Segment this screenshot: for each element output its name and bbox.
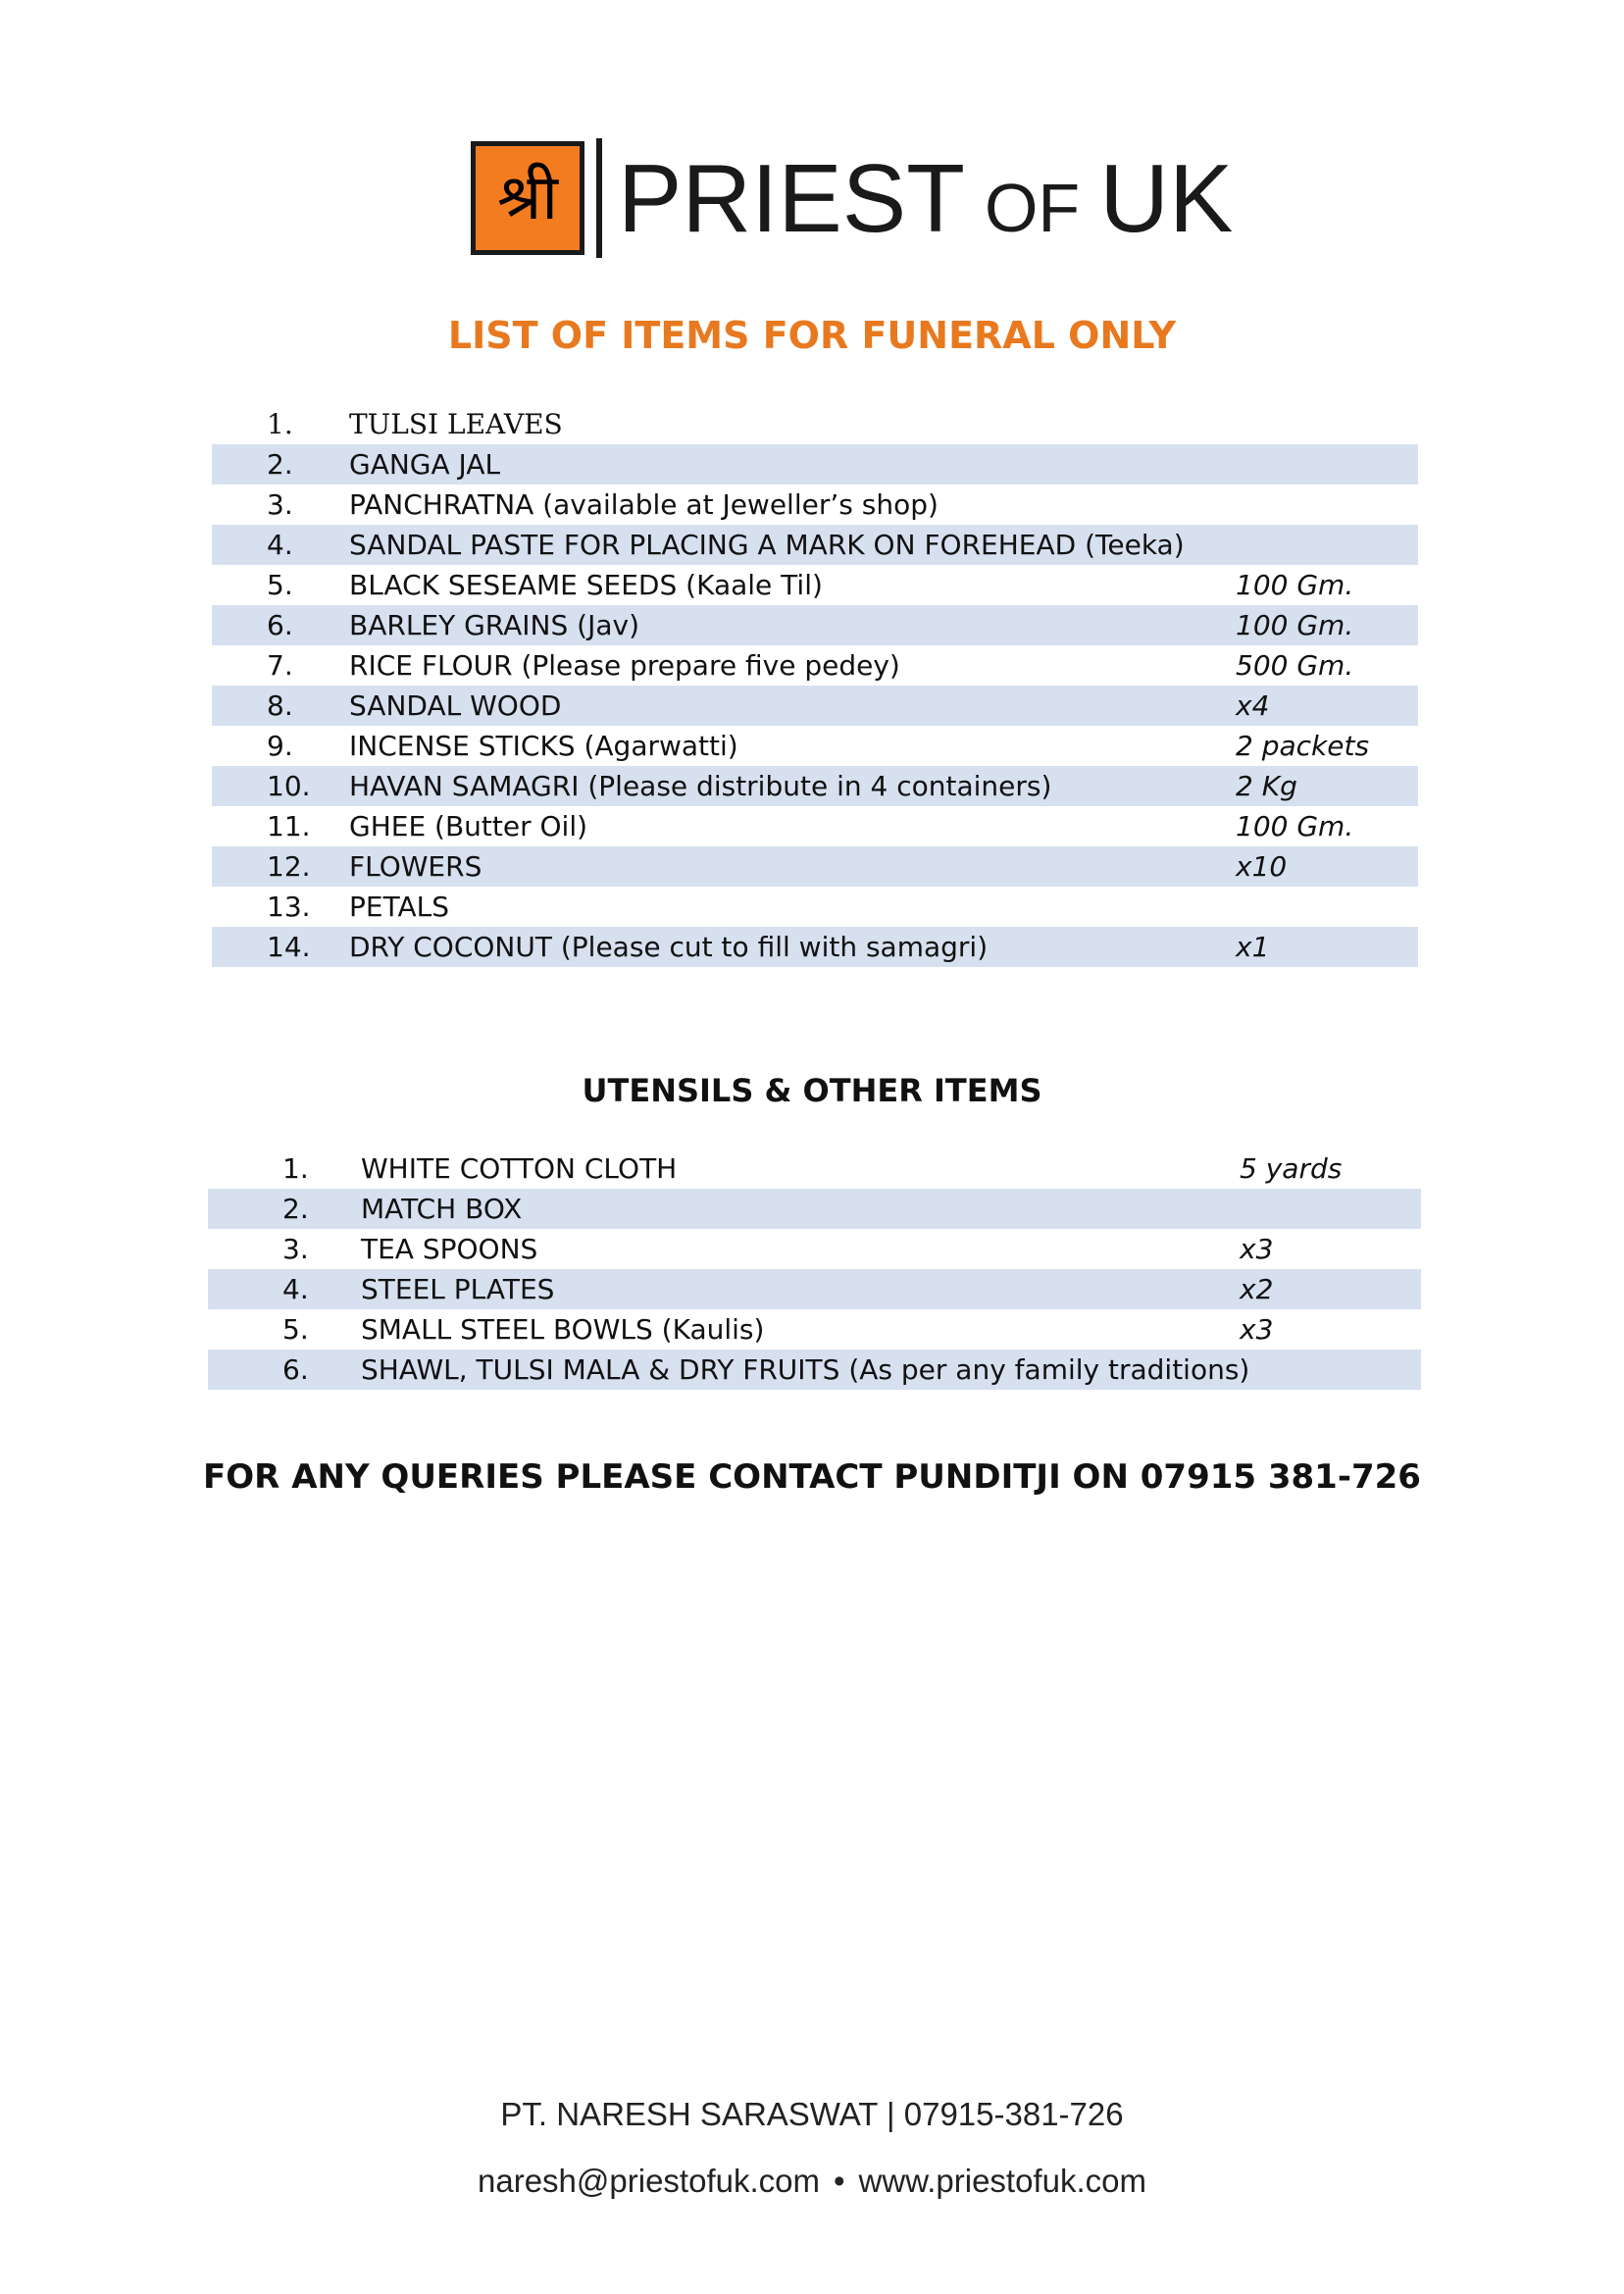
list-item — [208, 1189, 1421, 1229]
item-number: 9. — [267, 730, 293, 762]
page-title: LIST OF ITEMS FOR FUNERAL ONLY — [447, 314, 1177, 357]
list-item — [208, 1148, 1421, 1189]
item-quantity: 5 yards — [1240, 1152, 1343, 1185]
item-label: BLACK SESEAME SEEDS (Kaale Til) — [349, 569, 823, 601]
logo-wordmark — [618, 144, 1234, 252]
utensils-heading: UTENSILS & OTHER ITEMS — [582, 1072, 1042, 1109]
list-item — [208, 1350, 1421, 1390]
item-label: INCENSE STICKS (Agarwatti) — [349, 730, 738, 762]
item-quantity: 2 packets — [1236, 730, 1370, 762]
item-label: FLOWERS — [349, 850, 482, 883]
item-label: PETALS — [349, 891, 450, 923]
item-label: SANDAL PASTE FOR PLACING A MARK ON FOREHEAD (Teeka) — [349, 529, 1185, 561]
item-label: TULSI LEAVES — [349, 408, 563, 440]
list-item — [212, 846, 1418, 887]
item-number: 8. — [267, 689, 293, 722]
logo-word-priest: PRIEST — [618, 144, 965, 252]
list-item — [212, 806, 1418, 846]
list-item — [212, 484, 1418, 525]
footer-separator: • — [833, 2163, 845, 2199]
item-quantity: x1 — [1236, 931, 1270, 963]
item-label: DRY COCONUT (Please cut to fill with samagri) — [349, 931, 989, 963]
list-item — [212, 565, 1418, 605]
list-item — [212, 444, 1418, 484]
item-label: HAVAN SAMAGRI (Please distribute in 4 containers) — [349, 770, 1052, 802]
footer-links — [0, 2163, 1624, 2200]
item-number: 11. — [267, 810, 311, 842]
list-item — [212, 605, 1418, 645]
item-number: 2. — [282, 1193, 309, 1225]
shri-symbol: श्री — [497, 162, 558, 234]
item-number: 5. — [282, 1313, 309, 1346]
item-number: 13. — [267, 891, 311, 923]
item-number: 14. — [267, 931, 311, 963]
item-quantity: 100 Gm. — [1236, 810, 1354, 842]
item-number: 6. — [282, 1353, 309, 1386]
item-quantity: 100 Gm. — [1236, 569, 1354, 601]
item-number: 3. — [282, 1233, 309, 1265]
item-label: PANCHRATNA (available at Jeweller’s shop) — [349, 488, 939, 521]
logo-divider — [596, 138, 602, 258]
item-number: 7. — [267, 649, 293, 682]
item-number: 5. — [267, 569, 293, 601]
item-label: BARLEY GRAINS (Jav) — [349, 609, 639, 641]
list-item — [212, 404, 1418, 444]
item-quantity: x3 — [1240, 1313, 1274, 1346]
logo — [471, 135, 1233, 261]
item-number: 1. — [282, 1152, 309, 1185]
item-label: TEA SPOONS — [361, 1233, 538, 1265]
utensils-list — [208, 1148, 1421, 1390]
item-label: SMALL STEEL BOWLS (Kaulis) — [361, 1313, 765, 1346]
funeral-items-list — [212, 404, 1418, 967]
item-label: SHAWL, TULSI MALA & DRY FRUITS (As per any family traditions) — [361, 1353, 1250, 1386]
logo-word-of: OF — [984, 170, 1081, 246]
list-item — [212, 887, 1418, 927]
list-item — [212, 686, 1418, 726]
item-number: 4. — [267, 529, 293, 561]
item-number: 4. — [282, 1273, 309, 1305]
list-item — [212, 766, 1418, 806]
item-label: MATCH BOX — [361, 1193, 523, 1225]
item-label: STEEL PLATES — [361, 1273, 555, 1305]
contact-notice: FOR ANY QUERIES PLEASE CONTACT PUNDITJI ON 07915 381-726 — [203, 1457, 1421, 1497]
footer-email-link[interactable]: naresh@priestofuk.com — [478, 2163, 820, 2199]
list-item — [212, 927, 1418, 967]
list-item — [212, 525, 1418, 565]
item-label: RICE FLOUR (Please prepare five pedey) — [349, 649, 900, 682]
item-label: GHEE (Butter Oil) — [349, 810, 588, 842]
item-number: 10. — [267, 770, 311, 802]
item-number: 6. — [267, 609, 293, 641]
item-quantity: x2 — [1240, 1273, 1274, 1305]
item-label: SANDAL WOOD — [349, 689, 562, 722]
shri-logo-mark — [471, 141, 584, 255]
item-number: 12. — [267, 850, 311, 883]
list-item — [208, 1269, 1421, 1309]
item-quantity: 500 Gm. — [1236, 649, 1354, 682]
item-number: 2. — [267, 448, 293, 481]
list-item — [212, 726, 1418, 766]
list-item — [208, 1309, 1421, 1350]
item-number: 3. — [267, 488, 293, 521]
item-quantity: x4 — [1236, 689, 1270, 722]
item-label: GANGA JAL — [349, 448, 501, 481]
item-quantity: x3 — [1240, 1233, 1274, 1265]
logo-word-uk: UK — [1099, 144, 1234, 252]
item-label: WHITE COTTON CLOTH — [361, 1152, 678, 1185]
footer-name-phone: PT. NARESH SARASWAT | 07915-381-726 — [500, 2096, 1124, 2132]
item-quantity: 100 Gm. — [1236, 609, 1354, 641]
footer-website-link[interactable]: www.priestofuk.com — [858, 2163, 1146, 2199]
list-item — [212, 645, 1418, 686]
item-number: 1. — [267, 408, 293, 440]
list-item — [208, 1229, 1421, 1269]
item-quantity: x10 — [1236, 850, 1288, 883]
item-quantity: 2 Kg — [1236, 770, 1297, 802]
